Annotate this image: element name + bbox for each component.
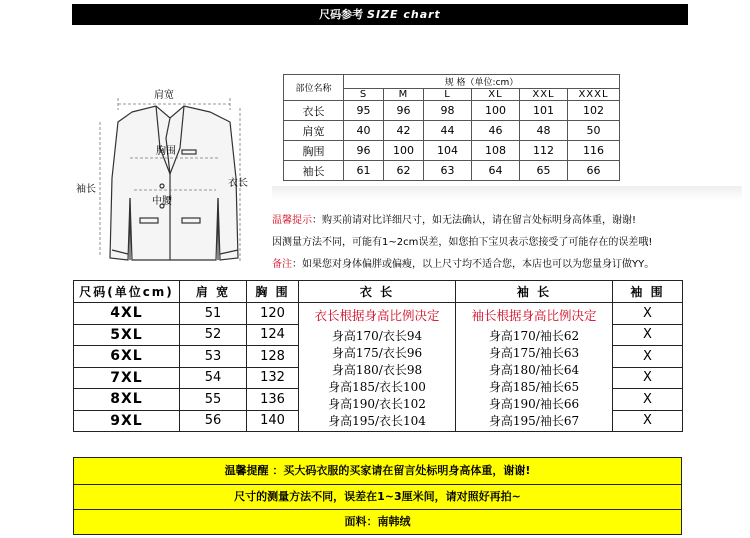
- shoulder-cell: 53: [180, 346, 247, 368]
- label-shoulder: 肩宽: [154, 90, 174, 101]
- measure-note: 因测量方法不同，可能有1~2cm误差，如您拍下宝贝表示您接受了可能存在的误差哦!: [272, 237, 653, 248]
- remark-text: ：如果您对身体偏胖或偏瘦，以上尺寸均不适合您，本店也可以为您量身订做YY。: [292, 259, 655, 270]
- shoulder-cell: 54: [180, 367, 247, 389]
- header-title-cn: 尺码参考: [319, 8, 364, 21]
- header-size: 尺码(单位cm): [74, 281, 180, 303]
- spec-unit-label: 规 格（单位:cm）: [344, 75, 620, 89]
- spec-row-name: 袖长: [284, 161, 344, 181]
- spec-size: M: [384, 89, 424, 101]
- header-sleeve: 袖 长: [456, 281, 613, 303]
- cuff-cell: X: [613, 303, 683, 325]
- spec-size: XXXL: [568, 89, 620, 101]
- spec-size: S: [344, 89, 384, 101]
- tip-note: [272, 211, 636, 226]
- header-title-en: SIZE chart: [367, 8, 441, 21]
- table-row: [74, 303, 683, 325]
- spec-cell: 116: [568, 141, 620, 161]
- spec-row: [284, 121, 620, 141]
- label-chest: 胸围: [156, 146, 176, 157]
- spec-cell: 50: [568, 121, 620, 141]
- spec-cell: 66: [568, 161, 620, 181]
- length-line: 身高195/衣长104: [328, 414, 426, 428]
- chest-cell: 128: [247, 346, 299, 368]
- spec-cell: 100: [384, 141, 424, 161]
- footer-measure-note: 尺寸的测量方法不同，误差在1~3厘米间，请对照好再拍~: [73, 484, 682, 510]
- footer-fabric: 面料：南韩绒: [73, 509, 682, 535]
- spec-cell: 102: [568, 101, 620, 121]
- sleeve-line: 身高175/袖长63: [488, 346, 580, 360]
- label-sleeve: 袖长: [76, 184, 96, 195]
- sleeve-line: 身高170/袖长62: [488, 329, 580, 343]
- shoulder-cell: 51: [180, 303, 247, 325]
- spec-row-name: 胸围: [284, 141, 344, 161]
- length-line: 身高175/衣长96: [331, 346, 423, 360]
- spec-cell: 48: [520, 121, 568, 141]
- spec-row: [284, 141, 620, 161]
- size-cell: 5XL: [74, 324, 180, 346]
- spec-cell: 96: [384, 101, 424, 121]
- size-cell: 7XL: [74, 367, 180, 389]
- spec-row: [284, 161, 620, 181]
- spec-cell: 64: [472, 161, 520, 181]
- tip-tag: 温馨提示: [272, 215, 312, 226]
- cuff-cell: X: [613, 367, 683, 389]
- spec-cell: 61: [344, 161, 384, 181]
- spec-cell: 40: [344, 121, 384, 141]
- spec-cell: 44: [424, 121, 472, 141]
- spec-cell: 62: [384, 161, 424, 181]
- chest-cell: 136: [247, 389, 299, 411]
- sleeve-line: 身高180/袖长64: [488, 363, 580, 377]
- size-table: [73, 280, 683, 432]
- shoulder-cell: 52: [180, 324, 247, 346]
- spec-row: [284, 101, 620, 121]
- size-cell: 4XL: [74, 303, 180, 325]
- spec-part-label: 部位名称: [284, 75, 344, 101]
- spec-size: XXL: [520, 89, 568, 101]
- spec-cell: 63: [424, 161, 472, 181]
- chest-cell: 124: [247, 324, 299, 346]
- remark-tag: 备注: [272, 259, 292, 270]
- spec-cell: 112: [520, 141, 568, 161]
- size-cell: 6XL: [74, 346, 180, 368]
- spec-cell: 95: [344, 101, 384, 121]
- chest-cell: 140: [247, 410, 299, 432]
- sleeve-note: 袖长根据身高比例决定: [471, 308, 597, 323]
- spec-size: XL: [472, 89, 520, 101]
- chest-cell: 120: [247, 303, 299, 325]
- header-bar: [72, 4, 688, 25]
- size-cell: 8XL: [74, 389, 180, 411]
- length-merged-cell: [299, 303, 456, 432]
- table-shadow: [272, 186, 742, 200]
- shoulder-cell: 56: [180, 410, 247, 432]
- spec-cell: 108: [472, 141, 520, 161]
- sleeve-line: 身高195/袖长67: [488, 414, 580, 428]
- cuff-cell: X: [613, 410, 683, 432]
- jacket-outline-illustration: [70, 78, 270, 268]
- sleeve-line: 身高190/袖长66: [488, 397, 580, 411]
- header-cuff: 袖 围: [613, 281, 683, 303]
- spec-cell: 101: [520, 101, 568, 121]
- spec-cell: 96: [344, 141, 384, 161]
- cuff-cell: X: [613, 346, 683, 368]
- length-line: 身高190/衣长102: [328, 397, 426, 411]
- cuff-cell: X: [613, 389, 683, 411]
- sleeve-merged-cell: [456, 303, 613, 432]
- spec-table: [283, 74, 620, 181]
- header-length: 衣 长: [299, 281, 456, 303]
- label-waist: 中腰: [152, 196, 172, 207]
- length-line: 身高180/衣长98: [331, 363, 423, 377]
- spec-size: L: [424, 89, 472, 101]
- spec-cell: 100: [472, 101, 520, 121]
- header-shoulder: 肩 宽: [180, 281, 247, 303]
- cuff-cell: X: [613, 324, 683, 346]
- size-cell: 9XL: [74, 410, 180, 432]
- label-length: 衣长: [228, 178, 248, 189]
- length-note: 衣长根据身高比例决定: [314, 308, 440, 323]
- spec-cell: 98: [424, 101, 472, 121]
- length-line: 身高185/衣长100: [328, 380, 426, 394]
- shoulder-cell: 55: [180, 389, 247, 411]
- spec-cell: 65: [520, 161, 568, 181]
- jacket-diagram: [70, 78, 270, 268]
- length-line: 身高170/衣长94: [331, 329, 423, 343]
- spec-cell: 46: [472, 121, 520, 141]
- spec-cell: 42: [384, 121, 424, 141]
- spec-cell: 104: [424, 141, 472, 161]
- size-table-header: [74, 281, 683, 303]
- tip-text: ：购买前请对比详细尺寸，如无法确认，请在留言处标明身高体重，谢谢!: [312, 215, 637, 226]
- remark-note: [272, 255, 654, 270]
- spec-row-name: 肩宽: [284, 121, 344, 141]
- spec-row-name: 衣长: [284, 101, 344, 121]
- header-chest: 胸 围: [247, 281, 299, 303]
- chest-cell: 132: [247, 367, 299, 389]
- sleeve-line: 身高185/袖长65: [488, 380, 580, 394]
- footer-reminder: 温馨提醒 ：买大码衣服的买家请在留言处标明身高体重，谢谢!: [73, 457, 682, 485]
